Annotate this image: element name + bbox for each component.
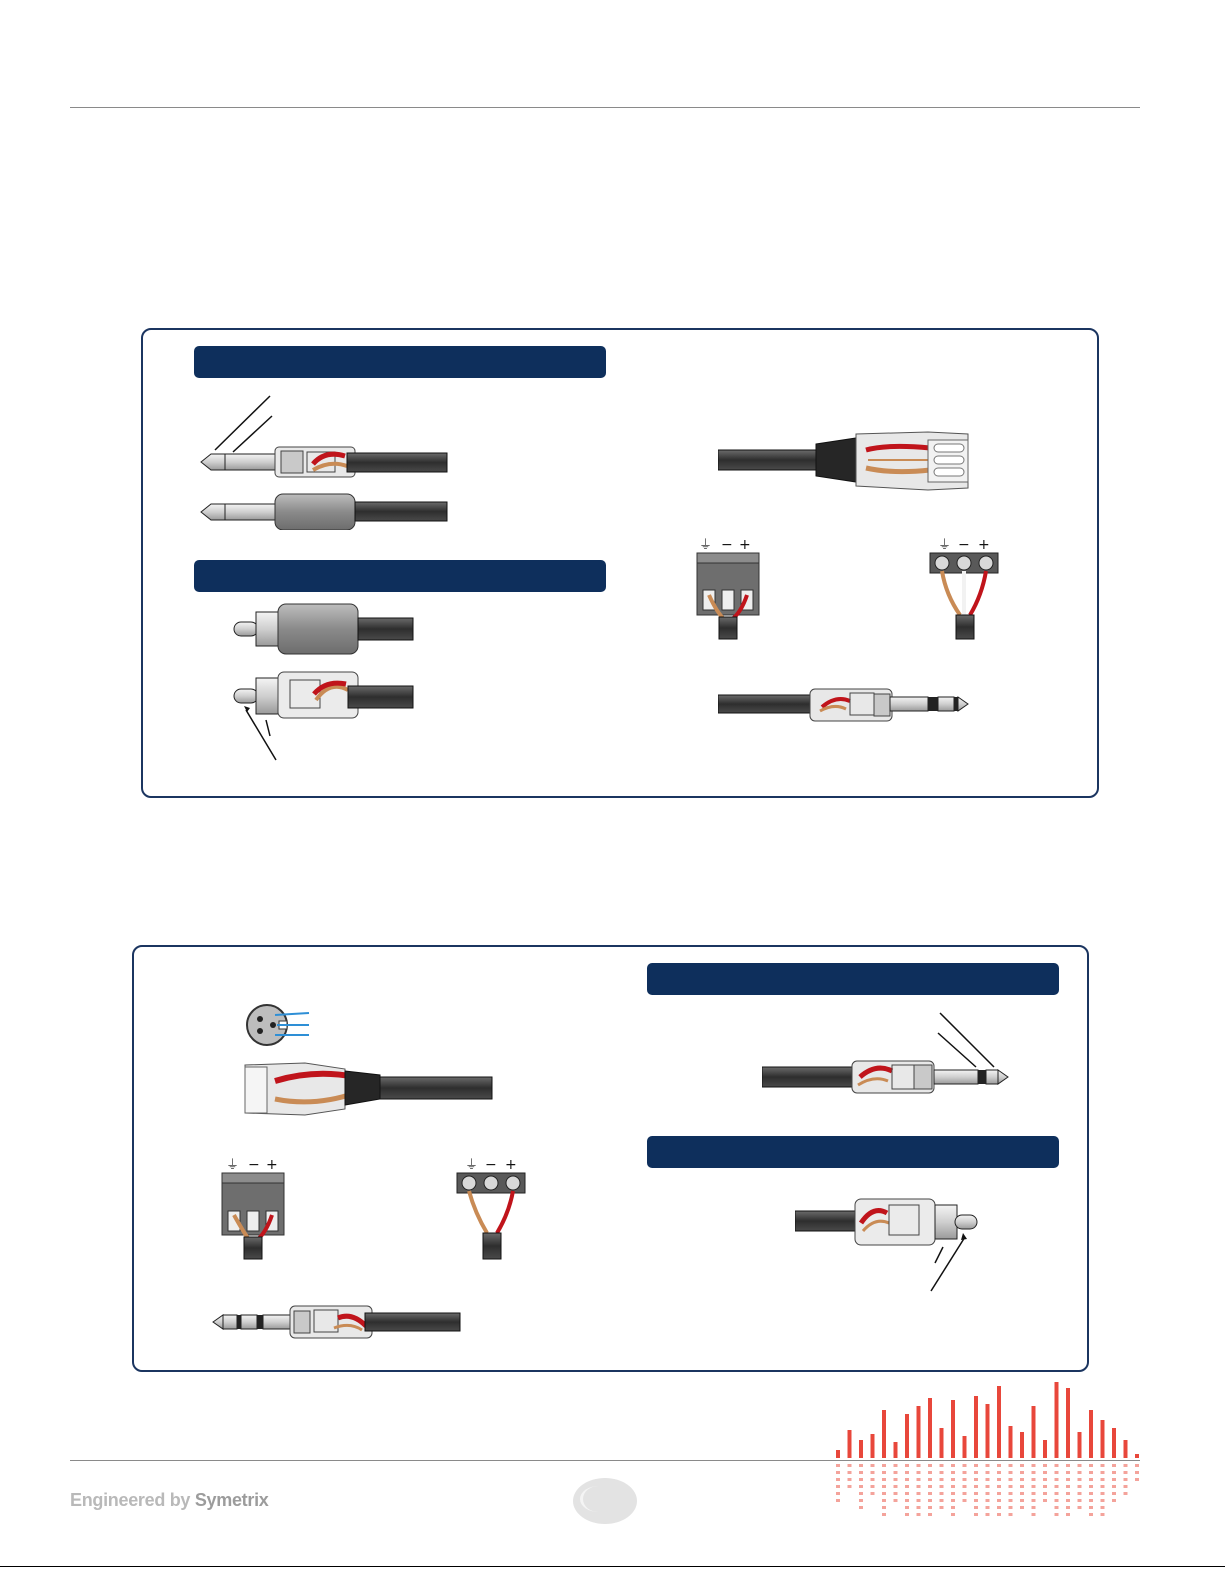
meter-reflection	[1112, 1471, 1116, 1474]
meter-reflection	[1066, 1485, 1070, 1488]
meter-reflection	[1124, 1464, 1128, 1467]
svg-text:+: +	[266, 1157, 278, 1173]
footer-symetrix: Symetrix	[194, 1490, 269, 1510]
meter-reflection	[928, 1485, 932, 1488]
meter-reflection	[940, 1464, 944, 1467]
meter-reflection	[940, 1506, 944, 1509]
meter-reflection	[1101, 1506, 1105, 1509]
meter-reflection	[1055, 1499, 1059, 1502]
meter-reflection	[1089, 1513, 1093, 1516]
meter-reflection	[974, 1478, 978, 1481]
meter-reflection	[848, 1485, 852, 1488]
meter-bar	[1020, 1432, 1024, 1458]
meter-reflection	[1043, 1499, 1047, 1502]
meter-reflection	[871, 1485, 875, 1488]
meter-reflection	[894, 1464, 898, 1467]
meter-reflection	[1101, 1464, 1105, 1467]
meter-reflection	[871, 1492, 875, 1495]
rca-plug-icon	[230, 600, 420, 770]
svg-text:+: +	[978, 537, 990, 553]
meter-reflection	[871, 1471, 875, 1474]
meter-bar	[836, 1450, 840, 1458]
meter-reflection	[1032, 1471, 1036, 1474]
meter-reflection	[917, 1464, 921, 1467]
svg-text:−: −	[958, 537, 970, 553]
meter-reflection	[1043, 1478, 1047, 1481]
meter-reflection	[1112, 1499, 1116, 1502]
meter-reflection	[836, 1478, 840, 1481]
meter-reflection	[1009, 1499, 1013, 1502]
rca-plug-icon	[795, 1195, 985, 1295]
meter-reflection	[1043, 1485, 1047, 1488]
meter-reflection	[894, 1478, 898, 1481]
meter-reflection	[974, 1499, 978, 1502]
meter-reflection	[997, 1513, 1001, 1516]
meter-reflection	[1043, 1471, 1047, 1474]
meter-reflection	[1089, 1478, 1093, 1481]
meter-reflection	[951, 1471, 955, 1474]
svg-text:+: +	[505, 1157, 517, 1173]
meter-reflection	[905, 1506, 909, 1509]
meter-reflection	[1066, 1506, 1070, 1509]
meter-reflection	[859, 1506, 863, 1509]
meter-reflection	[1101, 1513, 1105, 1516]
meter-reflection	[951, 1492, 955, 1495]
meter-reflection	[882, 1513, 886, 1516]
meter-reflection	[1055, 1485, 1059, 1488]
meter-reflection	[917, 1499, 921, 1502]
meter-reflection	[836, 1492, 840, 1495]
meter-bar	[905, 1414, 909, 1458]
meter-reflection	[1078, 1478, 1082, 1481]
meter-reflection	[1101, 1499, 1105, 1502]
meter-bar	[1124, 1440, 1128, 1458]
meter-reflection	[1009, 1485, 1013, 1488]
meter-bar	[1066, 1388, 1070, 1458]
meter-reflection	[1124, 1492, 1128, 1495]
trs-plug-icon	[718, 685, 973, 725]
meter-bar	[1112, 1428, 1116, 1458]
meter-reflection	[1112, 1492, 1116, 1495]
section-band-rca-plug	[194, 560, 606, 592]
meter-reflection	[1020, 1492, 1024, 1495]
meter-bar	[1043, 1440, 1047, 1458]
meter-reflection	[997, 1464, 1001, 1467]
meter-reflection	[997, 1492, 1001, 1495]
ts-plug-icon	[762, 1005, 1022, 1100]
meter-reflection	[1078, 1471, 1082, 1474]
meter-reflection	[859, 1499, 863, 1502]
meter-reflection	[1043, 1492, 1047, 1495]
meter-reflection	[1020, 1471, 1024, 1474]
meter-reflection	[848, 1464, 852, 1467]
meter-bar	[859, 1440, 863, 1458]
meter-reflection	[905, 1513, 909, 1516]
meter-reflection	[1089, 1464, 1093, 1467]
meter-reflection	[1009, 1506, 1013, 1509]
meter-bar	[963, 1436, 967, 1458]
meter-reflection	[928, 1499, 932, 1502]
meter-reflection	[1032, 1499, 1036, 1502]
svg-text:⏚: ⏚	[226, 1158, 240, 1173]
meter-reflection	[1055, 1506, 1059, 1509]
meter-reflection	[1101, 1478, 1105, 1481]
meter-reflection	[986, 1499, 990, 1502]
meter-reflection	[951, 1478, 955, 1481]
meter-reflection	[836, 1499, 840, 1502]
meter-reflection	[848, 1478, 852, 1481]
meter-reflection	[940, 1485, 944, 1488]
meter-reflection	[1066, 1478, 1070, 1481]
meter-reflection	[905, 1471, 909, 1474]
meter-reflection	[951, 1506, 955, 1509]
meter-reflection	[974, 1506, 978, 1509]
meter-reflection	[1055, 1513, 1059, 1516]
meter-reflection	[974, 1485, 978, 1488]
meter-reflection	[882, 1492, 886, 1495]
meter-reflection	[882, 1464, 886, 1467]
level-meter-graphic	[830, 1380, 1145, 1520]
meter-reflection	[1020, 1464, 1024, 1467]
meter-reflection	[1135, 1471, 1139, 1474]
meter-reflection	[1089, 1506, 1093, 1509]
phoenix-terminal-icon	[220, 1153, 290, 1261]
meter-reflection	[1066, 1492, 1070, 1495]
meter-bar	[882, 1410, 886, 1458]
svg-text:−: −	[721, 537, 733, 553]
section-band-rca-output	[647, 1136, 1059, 1168]
meter-reflection	[1009, 1464, 1013, 1467]
meter-reflection	[1101, 1485, 1105, 1488]
ts-plug-icon	[195, 390, 460, 530]
meter-bar	[974, 1396, 978, 1458]
bottom-border	[0, 1566, 1225, 1567]
meter-reflection	[1020, 1506, 1024, 1509]
meter-reflection	[997, 1478, 1001, 1481]
meter-reflection	[1078, 1464, 1082, 1467]
meter-reflection	[1066, 1499, 1070, 1502]
meter-reflection	[905, 1464, 909, 1467]
meter-reflection	[1089, 1499, 1093, 1502]
meter-reflection	[1055, 1492, 1059, 1495]
meter-reflection	[974, 1464, 978, 1467]
meter-reflection	[1043, 1464, 1047, 1467]
meter-reflection	[974, 1513, 978, 1516]
meter-reflection	[928, 1492, 932, 1495]
meter-reflection	[1032, 1464, 1036, 1467]
meter-reflection	[882, 1485, 886, 1488]
meter-reflection	[986, 1478, 990, 1481]
meter-reflection	[1020, 1478, 1024, 1481]
meter-reflection	[917, 1492, 921, 1495]
meter-reflection	[859, 1485, 863, 1488]
meter-reflection	[928, 1464, 932, 1467]
meter-bar	[1089, 1410, 1093, 1458]
meter-reflection	[1089, 1492, 1093, 1495]
meter-reflection	[1032, 1506, 1036, 1509]
meter-reflection	[917, 1513, 921, 1516]
meter-reflection	[997, 1506, 1001, 1509]
meter-reflection	[997, 1485, 1001, 1488]
meter-bar	[940, 1428, 944, 1458]
meter-bar	[1032, 1406, 1036, 1458]
meter-reflection	[1112, 1464, 1116, 1467]
meter-reflection	[963, 1492, 967, 1495]
svg-text:−: −	[248, 1157, 260, 1173]
meter-reflection	[1055, 1471, 1059, 1474]
meter-bar	[848, 1430, 852, 1458]
meter-reflection	[986, 1506, 990, 1509]
meter-reflection	[1066, 1513, 1070, 1516]
meter-reflection	[928, 1478, 932, 1481]
meter-reflection	[1032, 1478, 1036, 1481]
meter-reflection	[1124, 1478, 1128, 1481]
meter-reflection	[917, 1478, 921, 1481]
meter-reflection	[963, 1485, 967, 1488]
meter-reflection	[928, 1471, 932, 1474]
meter-bar	[986, 1404, 990, 1458]
meter-reflection	[963, 1464, 967, 1467]
meter-reflection	[836, 1464, 840, 1467]
meter-reflection	[882, 1478, 886, 1481]
meter-reflection	[997, 1471, 1001, 1474]
meter-reflection	[951, 1464, 955, 1467]
section-band-ts-plug	[194, 346, 606, 378]
phoenix-terminal-icon	[695, 535, 765, 640]
meter-bar	[997, 1386, 1001, 1458]
meter-reflection	[1009, 1471, 1013, 1474]
meter-reflection	[974, 1492, 978, 1495]
meter-reflection	[859, 1464, 863, 1467]
meter-reflection	[905, 1478, 909, 1481]
meter-bar	[1135, 1454, 1139, 1458]
meter-reflection	[1135, 1464, 1139, 1467]
trs-plug-icon	[210, 1302, 465, 1342]
meter-bar	[1055, 1382, 1059, 1458]
meter-reflection	[859, 1492, 863, 1495]
meter-reflection	[997, 1499, 1001, 1502]
meter-reflection	[986, 1464, 990, 1467]
meter-reflection	[882, 1471, 886, 1474]
meter-reflection	[836, 1485, 840, 1488]
meter-reflection	[951, 1499, 955, 1502]
meter-reflection	[917, 1506, 921, 1509]
meter-reflection	[848, 1471, 852, 1474]
meter-reflection	[940, 1499, 944, 1502]
meter-reflection	[1078, 1506, 1082, 1509]
meter-reflection	[905, 1499, 909, 1502]
svg-text:⏚: ⏚	[465, 1158, 479, 1173]
meter-reflection	[1101, 1492, 1105, 1495]
meter-reflection	[882, 1506, 886, 1509]
meter-reflection	[986, 1513, 990, 1516]
meter-reflection	[1135, 1478, 1139, 1481]
meter-reflection	[1124, 1471, 1128, 1474]
meter-reflection	[940, 1478, 944, 1481]
meter-reflection	[1055, 1478, 1059, 1481]
meter-reflection	[894, 1492, 898, 1495]
meter-reflection	[1089, 1471, 1093, 1474]
meter-bar	[1101, 1420, 1105, 1458]
meter-reflection	[1078, 1499, 1082, 1502]
meter-reflection	[928, 1513, 932, 1516]
meter-reflection	[894, 1485, 898, 1488]
meter-reflection	[1009, 1492, 1013, 1495]
meter-bar	[917, 1406, 921, 1458]
meter-reflection	[917, 1471, 921, 1474]
meter-reflection	[940, 1492, 944, 1495]
meter-reflection	[1032, 1492, 1036, 1495]
meter-reflection	[859, 1478, 863, 1481]
meter-reflection	[905, 1492, 909, 1495]
header-rule	[70, 107, 1140, 108]
meter-reflection	[894, 1471, 898, 1474]
meter-reflection	[1078, 1485, 1082, 1488]
meter-bar	[1078, 1432, 1082, 1458]
meter-bar	[928, 1398, 932, 1458]
meter-reflection	[1112, 1478, 1116, 1481]
meter-bar	[894, 1442, 898, 1458]
xlr-connector-icon	[235, 995, 500, 1120]
meter-reflection	[917, 1485, 921, 1488]
meter-reflection	[1066, 1464, 1070, 1467]
svg-text:−: −	[485, 1157, 497, 1173]
footer-engineered-by: Engineered by	[70, 1490, 191, 1510]
meter-bar	[951, 1400, 955, 1458]
meter-reflection	[1112, 1485, 1116, 1488]
meter-reflection	[871, 1478, 875, 1481]
meter-reflection	[1032, 1513, 1036, 1516]
meter-reflection	[1078, 1492, 1082, 1495]
meter-reflection	[1066, 1471, 1070, 1474]
meter-reflection	[1089, 1485, 1093, 1488]
meter-reflection	[928, 1506, 932, 1509]
meter-reflection	[1009, 1513, 1013, 1516]
barrier-strip-icon	[455, 1153, 530, 1261]
meter-reflection	[836, 1471, 840, 1474]
section-band-ts-output	[647, 963, 1059, 995]
meter-reflection	[1032, 1485, 1036, 1488]
meter-reflection	[882, 1499, 886, 1502]
meter-reflection	[963, 1478, 967, 1481]
meter-reflection	[905, 1485, 909, 1488]
meter-reflection	[963, 1471, 967, 1474]
meter-reflection	[871, 1464, 875, 1467]
footer-brand	[70, 1490, 269, 1511]
xlr-connector-icon	[718, 430, 973, 492]
meter-reflection	[1124, 1485, 1128, 1488]
meter-reflection	[986, 1471, 990, 1474]
meter-bar	[871, 1434, 875, 1458]
barrier-strip-icon	[928, 535, 1003, 640]
meter-reflection	[1101, 1471, 1105, 1474]
meter-reflection	[963, 1499, 967, 1502]
meter-reflection	[986, 1485, 990, 1488]
meter-bar	[1009, 1426, 1013, 1458]
svg-text:+: +	[739, 537, 751, 553]
meter-reflection	[859, 1471, 863, 1474]
meter-reflection	[1009, 1478, 1013, 1481]
meter-reflection	[894, 1499, 898, 1502]
ground-symbol-icon: ⏚	[699, 538, 713, 553]
meter-reflection	[986, 1492, 990, 1495]
meter-reflection	[951, 1485, 955, 1488]
meter-reflection	[974, 1471, 978, 1474]
meter-reflection	[940, 1471, 944, 1474]
meter-reflection	[1020, 1485, 1024, 1488]
meter-reflection	[1020, 1499, 1024, 1502]
svg-text:⏚: ⏚	[938, 538, 952, 553]
meter-reflection	[951, 1513, 955, 1516]
meter-reflection	[1055, 1464, 1059, 1467]
